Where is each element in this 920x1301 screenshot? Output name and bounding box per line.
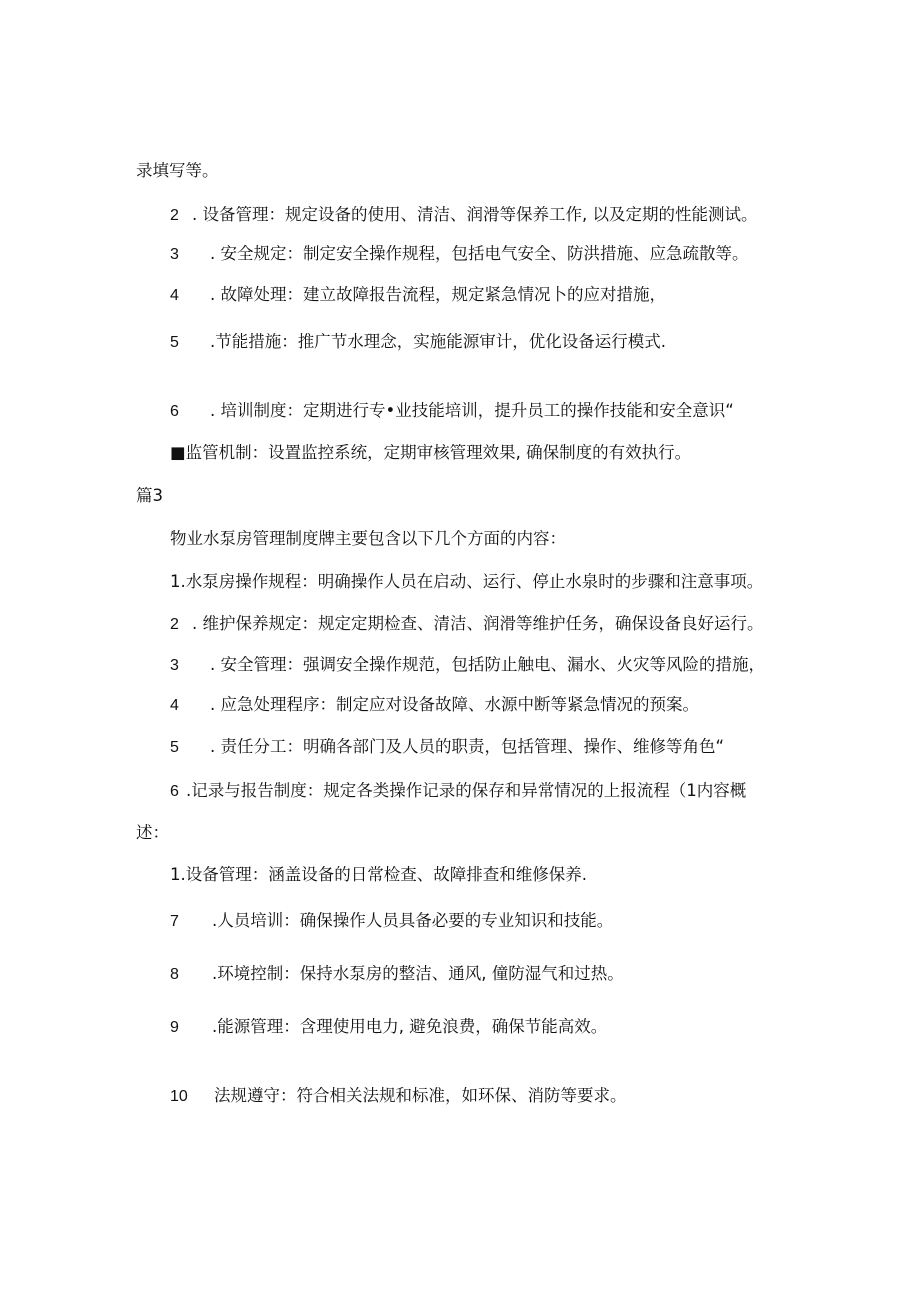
list-number: 4: [170, 697, 179, 714]
list-number: 2: [170, 616, 179, 633]
list-text: .节能措施：推广节水理念，实施能源审计，优化设备运行模式.: [210, 332, 666, 351]
list-item: 1.水泵房操作规程：明确操作人员在启动、运行、停止水泉时的步骤和注意事项。: [170, 572, 764, 591]
list-number: 10: [170, 1088, 188, 1105]
bullet-item: ■监管机制：设置监控系统，定期审核管理效果, 确保制度的有效执行。: [170, 443, 692, 462]
paragraph-continuation: 录填写等。: [136, 161, 219, 180]
intro-paragraph: 物业水泵房管理制度牌主要包含以下几个方面的内容：: [170, 529, 566, 548]
list-text: . 安全管理：强调安全操作规范，包括防止触电、漏水、火灾等风险的措施，: [210, 655, 765, 674]
list-text: . 故障处理：建立故障报告流程，规定紧急情况卜的应对措施，: [210, 285, 666, 304]
list-number: 3: [170, 246, 179, 263]
list-text: . 设备管理：规定设备的使用、清洁、润滑等保养工作, 以及定期的性能测试。: [192, 205, 758, 224]
list-item: [170, 331, 666, 354]
list-item: [170, 963, 624, 986]
list-text: .环境控制：保持水泵房的整洁、通风, 僮防湿气和过热。: [212, 964, 624, 983]
list-number: 2: [170, 207, 179, 224]
list-item: [170, 1085, 627, 1108]
list-item: [170, 654, 765, 677]
list-item: [170, 780, 746, 803]
list-item: [170, 400, 734, 423]
list-item: [170, 204, 757, 227]
list-item: [170, 1016, 607, 1039]
list-text: . 培训制度：定期进行专•业技能培训，提升员工的操作技能和安全意识“: [210, 401, 734, 420]
list-item: [170, 910, 613, 933]
paragraph-continuation: 述：: [136, 823, 169, 842]
section-heading: 篇3: [136, 486, 163, 505]
list-text: . 责任分工：明确各部门及人员的职责，包括管理、操作、维修等角色“: [210, 737, 725, 756]
list-item: [170, 243, 749, 266]
list-text: . 应急处理程序：制定应对设备故障、水源中断等紧急情况的预案。: [210, 695, 699, 714]
list-number: 8: [170, 966, 179, 983]
list-number: 6: [170, 403, 179, 420]
list-item: [170, 284, 666, 307]
list-number: 3: [170, 657, 179, 674]
list-number: 5: [170, 739, 179, 756]
list-number: 4: [170, 287, 179, 304]
list-text: .记录与报告制度：规定各类操作记录的保存和异常情况的上报流程（1内容概: [186, 781, 747, 800]
list-text: . 安全规定：制定安全操作规程，包括电气安全、防洪措施、应急疏散等。: [210, 244, 749, 263]
list-item: [170, 694, 699, 717]
list-item: 1.设备管理：涵盖设备的日常检查、故障排查和维修保养.: [170, 865, 587, 884]
list-text: .能源管理：含理使用电力, 避免浪费，确保节能高效。: [212, 1017, 608, 1036]
list-number: 7: [170, 913, 179, 930]
list-number: 9: [170, 1019, 179, 1036]
list-number: 5: [170, 334, 179, 351]
list-text: 法规遵守：符合相关法规和标准，如环保、消防等要求。: [214, 1086, 627, 1105]
list-item: [170, 736, 724, 759]
list-text: .人员培训：确保操作人员具备必要的专业知识和技能。: [212, 911, 614, 930]
list-number: 6: [170, 783, 179, 800]
list-text: . 维护保养规定：规定定期检查、清洁、润滑等维护任务，确保设备良好运行。: [192, 614, 764, 633]
list-item: [170, 613, 764, 636]
